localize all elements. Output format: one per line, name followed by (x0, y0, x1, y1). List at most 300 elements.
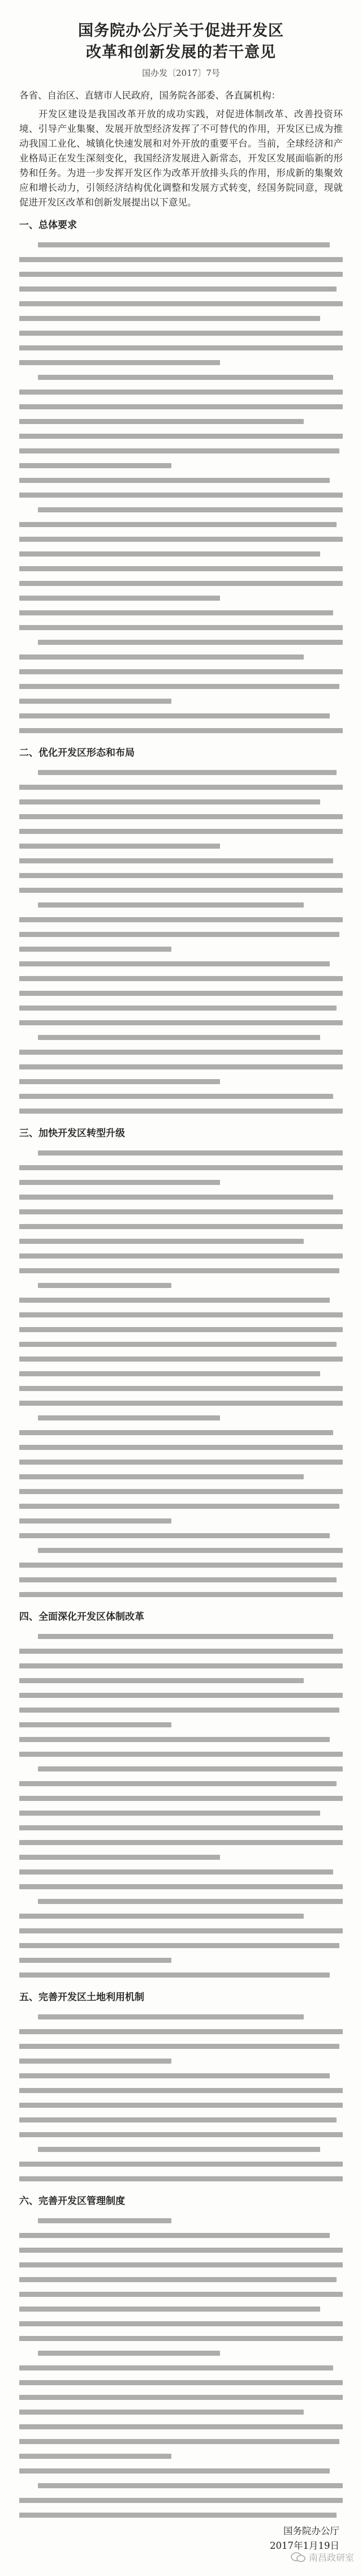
text-line (19, 2272, 343, 2287)
text-line-placeholder (19, 699, 171, 704)
text-line-placeholder (19, 1401, 343, 1406)
text-line (19, 2346, 343, 2360)
text-line (19, 281, 343, 296)
text-line-placeholder (38, 507, 343, 512)
text-line (19, 1894, 343, 1909)
text-line-placeholder (19, 2454, 171, 2459)
text-line-placeholder (38, 902, 304, 908)
text-line (19, 605, 343, 620)
text-line (19, 1572, 343, 1587)
text-line-placeholder (19, 1972, 330, 1978)
text-line-placeholder (19, 2073, 330, 2078)
text-line (19, 2068, 343, 2083)
text-line-placeholder (19, 1693, 343, 1698)
text-line-placeholder (19, 434, 343, 439)
text-line (19, 868, 343, 883)
text-line (19, 1160, 343, 1175)
text-line-placeholder (19, 1268, 339, 1273)
text-line-placeholder (38, 242, 330, 247)
text-line (19, 2301, 343, 2316)
addressee: 各省、自治区、直辖市人民政府，国务院各部委、各直属机构： (19, 90, 281, 101)
text-line-placeholder (19, 2132, 343, 2137)
text-line-placeholder (19, 1298, 330, 1303)
text-line (19, 2024, 343, 2039)
text-line-placeholder (38, 1899, 343, 1904)
text-line (19, 679, 343, 694)
text-line (19, 1543, 343, 1557)
text-line-placeholder (19, 1796, 343, 1801)
text-line (19, 1410, 343, 1425)
text-line-placeholder (19, 463, 171, 468)
text-line-placeholder (19, 2307, 320, 2312)
text-line-placeholder (19, 1109, 343, 1114)
text-line-placeholder (19, 286, 337, 292)
text-line-placeholder (38, 2218, 171, 2223)
text-line (19, 1967, 343, 1982)
text-line (19, 399, 343, 414)
text-line (19, 2316, 343, 2331)
text-line (19, 1322, 343, 1337)
text-line (19, 1278, 343, 1293)
text-line (19, 2404, 343, 2419)
text-line (19, 546, 343, 561)
section-5-body (19, 2009, 343, 2186)
section-3-body (19, 1145, 343, 1602)
text-line (19, 2375, 343, 2390)
text-line-placeholder (19, 301, 343, 306)
text-line-placeholder (38, 1766, 343, 1771)
text-line-placeholder (19, 814, 343, 819)
text-line (19, 1059, 343, 1074)
document-title-line-2: 改革和创新发展的若干意见 (86, 44, 276, 61)
text-line-placeholder (38, 2351, 220, 2356)
text-line-placeholder (19, 2248, 343, 2253)
text-line (19, 1702, 343, 1717)
section-heading-5: 五、完善开发区土地利用机制 (19, 1992, 144, 2003)
text-line (19, 414, 343, 429)
text-line (19, 1909, 343, 1923)
text-line (19, 517, 343, 532)
text-line-placeholder (38, 2147, 320, 2152)
text-line-placeholder (19, 1943, 339, 1948)
text-line-placeholder (19, 728, 343, 733)
text-line (19, 1337, 343, 1351)
text-line-placeholder (19, 1489, 343, 1494)
text-line (19, 883, 343, 897)
text-line (19, 1425, 343, 1440)
text-line-placeholder (19, 2117, 337, 2123)
text-line-placeholder (19, 1064, 343, 1069)
text-line-placeholder (38, 1634, 333, 1639)
text-line-placeholder (19, 1840, 343, 1845)
text-line (19, 897, 343, 912)
text-line (19, 971, 343, 986)
text-line-placeholder (19, 1224, 343, 1229)
text-line (19, 1204, 343, 1219)
text-line-placeholder (19, 2513, 337, 2518)
text-line (19, 1219, 343, 1234)
text-line-placeholder (19, 537, 343, 542)
text-line-placeholder (19, 713, 330, 718)
text-line-placeholder (38, 1415, 220, 1420)
text-line-placeholder (19, 1195, 333, 1200)
text-line-placeholder (19, 888, 343, 893)
text-line (19, 2331, 343, 2346)
section-6-body (19, 2213, 343, 2522)
text-line (19, 1776, 343, 1791)
issue-date: 2017年1月19日 (270, 2540, 339, 2551)
text-line (19, 311, 343, 326)
text-line (19, 1938, 343, 1953)
text-line-placeholder (19, 390, 343, 395)
text-line (19, 853, 343, 868)
text-line (19, 1805, 343, 1820)
section-2-body (19, 765, 343, 1118)
text-line (19, 443, 343, 458)
text-line-placeholder (19, 478, 330, 483)
text-line-placeholder (19, 1445, 343, 1450)
text-line-placeholder (19, 1737, 330, 1742)
text-line-placeholder (19, 1020, 343, 1025)
text-line-placeholder (19, 1722, 171, 1727)
text-line-placeholder (19, 272, 343, 277)
text-line-placeholder (38, 1035, 320, 1040)
text-line-placeholder (19, 961, 330, 966)
text-line-placeholder (19, 1312, 343, 1317)
text-line (19, 532, 343, 546)
text-line-placeholder (19, 2336, 343, 2341)
text-line-placeholder (19, 581, 343, 586)
text-line-placeholder (19, 799, 320, 805)
text-line-placeholder (19, 493, 343, 498)
text-line (19, 1953, 343, 1967)
text-line (19, 590, 343, 605)
text-line-placeholder (19, 1518, 171, 1524)
text-line-placeholder (19, 316, 320, 321)
text-line-placeholder (19, 1781, 337, 1786)
text-line-placeholder (19, 2103, 343, 2108)
text-line-placeholder (19, 2410, 304, 2415)
text-line (19, 1587, 343, 1602)
text-line (19, 2098, 343, 2112)
text-line (19, 2257, 343, 2272)
text-line (19, 2507, 343, 2522)
text-line (19, 635, 343, 649)
text-line-placeholder (19, 2468, 330, 2474)
text-line (19, 1528, 343, 1543)
text-line (19, 956, 343, 971)
text-line-placeholder (38, 1548, 343, 1553)
text-line-placeholder (19, 2424, 343, 2429)
text-line-placeholder (19, 2176, 343, 2181)
text-line-placeholder (19, 1357, 343, 1362)
text-line (19, 1791, 343, 1805)
text-line (19, 252, 343, 267)
text-line-placeholder (19, 1474, 304, 1479)
text-line (19, 1248, 343, 1263)
text-line (19, 2053, 343, 2068)
text-line-placeholder (38, 1150, 343, 1156)
text-line-placeholder (19, 2321, 343, 2326)
text-line (19, 1030, 343, 1045)
text-line-placeholder (19, 1708, 339, 1713)
text-line-placeholder (19, 1430, 333, 1435)
text-line (19, 296, 343, 311)
text-line (19, 1189, 343, 1204)
text-line (19, 1000, 343, 1015)
text-line-placeholder (19, 596, 220, 601)
text-line (19, 694, 343, 708)
text-line (19, 649, 343, 664)
section-heading-4: 四、全面深化开发区体制改革 (19, 1611, 144, 1623)
text-line (19, 2142, 343, 2156)
text-line-placeholder (19, 1165, 343, 1170)
text-line (19, 1644, 343, 1658)
text-line (19, 1879, 343, 1894)
text-line (19, 1732, 343, 1747)
text-line (19, 2127, 343, 2142)
text-line-placeholder (19, 1855, 220, 1860)
text-line (19, 1234, 343, 1248)
text-line (19, 620, 343, 635)
text-line (19, 2434, 343, 2449)
text-line (19, 809, 343, 824)
text-line (19, 1175, 343, 1189)
text-line (19, 2463, 343, 2478)
text-line (19, 1351, 343, 1366)
text-line (19, 1396, 343, 1410)
text-line (19, 986, 343, 1000)
text-line (19, 1366, 343, 1381)
text-line-placeholder (38, 770, 337, 775)
text-line-placeholder (38, 640, 343, 645)
section-heading-1: 一、总体要求 (19, 220, 77, 231)
text-line (19, 576, 343, 590)
text-line-placeholder (19, 1253, 343, 1259)
text-line-placeholder (19, 625, 343, 630)
text-line (19, 561, 343, 576)
text-line (19, 1923, 343, 1938)
text-line-placeholder (19, 858, 333, 863)
text-line (19, 1629, 343, 1644)
text-line (19, 1089, 343, 1103)
watermark-text: 南昌政研室 (308, 2552, 354, 2563)
text-line-placeholder (19, 785, 343, 790)
text-line (19, 267, 343, 281)
text-line-placeholder (19, 1239, 304, 1244)
text-line (19, 1293, 343, 1307)
text-line (19, 458, 343, 473)
text-line-placeholder (19, 1914, 304, 1919)
text-line (19, 664, 343, 679)
text-line (19, 2243, 343, 2257)
text-line (19, 2449, 343, 2463)
text-line (19, 1263, 343, 1278)
text-line-placeholder (19, 1577, 337, 1582)
text-line-placeholder (19, 2044, 339, 2049)
text-line (19, 838, 343, 853)
text-line (19, 1015, 343, 1030)
text-line (19, 2156, 343, 2171)
text-line-placeholder (19, 1180, 220, 1185)
text-line (19, 1440, 343, 1454)
document-title (19, 20, 343, 63)
text-line-placeholder (19, 1663, 343, 1668)
text-line-placeholder (19, 2439, 339, 2444)
text-line (19, 384, 343, 399)
text-line-placeholder (19, 654, 304, 660)
text-line (19, 326, 343, 340)
text-line (19, 2009, 343, 2024)
text-line-placeholder (19, 684, 339, 689)
text-line (19, 2493, 343, 2507)
text-line-placeholder (19, 1825, 343, 1830)
text-line (19, 2213, 343, 2228)
text-line (19, 1074, 343, 1089)
text-line (19, 927, 343, 942)
text-line (19, 429, 343, 443)
text-line (19, 765, 343, 780)
text-line-placeholder (19, 1342, 337, 1347)
signature-block (270, 2524, 339, 2553)
text-line-placeholder (19, 360, 220, 365)
intro-paragraph (19, 107, 343, 210)
text-line-placeholder (19, 2498, 343, 2503)
text-line-placeholder (19, 331, 343, 336)
text-line (19, 1673, 343, 1688)
text-line (19, 2360, 343, 2375)
section-heading-2: 二、优化开发区形态和布局 (19, 747, 135, 759)
text-line (19, 2287, 343, 2301)
text-line-placeholder (19, 419, 304, 424)
text-line-placeholder (19, 976, 343, 981)
watermark (291, 2551, 354, 2564)
text-line (19, 1499, 343, 1513)
text-line (19, 1820, 343, 1835)
text-line (19, 1045, 343, 1059)
text-line-placeholder (19, 1460, 343, 1465)
text-line-placeholder (19, 1678, 304, 1683)
text-line-placeholder (38, 1283, 171, 1288)
text-line-placeholder (19, 2088, 343, 2093)
text-line-placeholder (19, 1050, 343, 1055)
text-line-placeholder (19, 1327, 343, 1332)
text-line-placeholder (19, 844, 220, 849)
text-line-placeholder (19, 873, 343, 878)
text-line-placeholder (19, 947, 171, 952)
document-title-line-1: 国务院办公厅关于促进开发区 (78, 22, 284, 40)
text-line (19, 237, 343, 252)
text-line-placeholder (19, 1928, 343, 1933)
text-line (19, 794, 343, 809)
text-line-placeholder (19, 2395, 343, 2400)
text-line-placeholder (19, 1094, 333, 1099)
text-line (19, 1747, 343, 1761)
document-number: 国办发〔2017〕7号 (142, 68, 220, 78)
text-line (19, 1103, 343, 1118)
text-line-placeholder (19, 1884, 343, 1889)
text-line (19, 340, 343, 355)
text-line-placeholder (19, 1005, 337, 1011)
text-line-placeholder (19, 345, 343, 350)
text-line-placeholder (19, 1533, 330, 1538)
text-line (19, 502, 343, 517)
text-line (19, 2083, 343, 2098)
text-line-placeholder (19, 2059, 171, 2064)
issuer: 国务院办公厅 (283, 2526, 339, 2536)
text-line-placeholder (19, 1563, 343, 1568)
text-line-placeholder (19, 1752, 343, 1757)
text-line-placeholder (19, 448, 339, 453)
text-line (19, 1454, 343, 1469)
text-line (19, 1761, 343, 1776)
text-line-placeholder (19, 2029, 343, 2034)
text-line (19, 370, 343, 384)
text-line-placeholder (19, 1209, 343, 1214)
section-heading-3: 三、加快开发区转型升级 (19, 1128, 125, 1139)
text-line (19, 1484, 343, 1499)
text-line (19, 2039, 343, 2053)
text-line-placeholder (19, 2277, 337, 2282)
text-line-placeholder (19, 404, 343, 409)
text-line (19, 2478, 343, 2493)
text-line-placeholder (19, 932, 339, 937)
text-line-placeholder (19, 991, 343, 996)
section-4-body (19, 1629, 343, 1982)
text-line (19, 1307, 343, 1322)
text-line (19, 1864, 343, 1879)
text-line-placeholder (19, 1386, 343, 1391)
text-line (19, 708, 343, 723)
text-line-placeholder (19, 829, 343, 834)
text-line (19, 824, 343, 838)
text-line-placeholder (19, 2365, 333, 2370)
text-line (19, 912, 343, 927)
text-line (19, 1658, 343, 1673)
text-line-placeholder (19, 2233, 330, 2238)
intro-text: 开发区建设是我国改革开放的成功实践，对促进体制改革、改善投资环境、引导产业集聚、发展开放型经济发挥了不可替代的作用，开发区已成为推动我国工业化、城镇化快速发展和对外开放的重要平台。当前，全球经济和产业格局正在发生深刻变化，我国经济发展进入新常态，开发区发展面临新的形势和任务。为进一步发挥开发区作为改革开放排头兵的作用，形成新的集聚效应和增长动力，引领经济结构优化调整和发展方式转变，经国务院同意，现就促进开发区改革和创新发展提出以下意见。 (19, 109, 343, 208)
text-line-placeholder (19, 257, 343, 262)
text-line-placeholder (19, 1079, 220, 1084)
text-line (19, 355, 343, 370)
text-line (19, 942, 343, 956)
text-line (19, 2171, 343, 2186)
text-line (19, 487, 343, 502)
text-line (19, 723, 343, 738)
text-line-placeholder (19, 1592, 343, 1597)
text-line (19, 1469, 343, 1484)
text-line-placeholder (19, 610, 333, 615)
text-line (19, 1717, 343, 1732)
text-line-placeholder (19, 917, 343, 922)
text-line-placeholder (19, 1504, 339, 1509)
text-line (19, 1381, 343, 1396)
text-line (19, 1513, 343, 1528)
text-line (19, 1145, 343, 1160)
text-line-placeholder (38, 375, 333, 380)
section-1-body (19, 237, 343, 738)
text-line (19, 2419, 343, 2434)
text-line-placeholder (19, 1869, 333, 1875)
text-line-placeholder (19, 2380, 343, 2385)
text-line-placeholder (19, 522, 337, 527)
text-line (19, 2228, 343, 2243)
text-line (19, 1835, 343, 1850)
text-line (19, 2112, 343, 2127)
text-line-placeholder (19, 1649, 343, 1654)
text-line-placeholder (38, 2014, 304, 2019)
text-line-placeholder (19, 2292, 343, 2297)
